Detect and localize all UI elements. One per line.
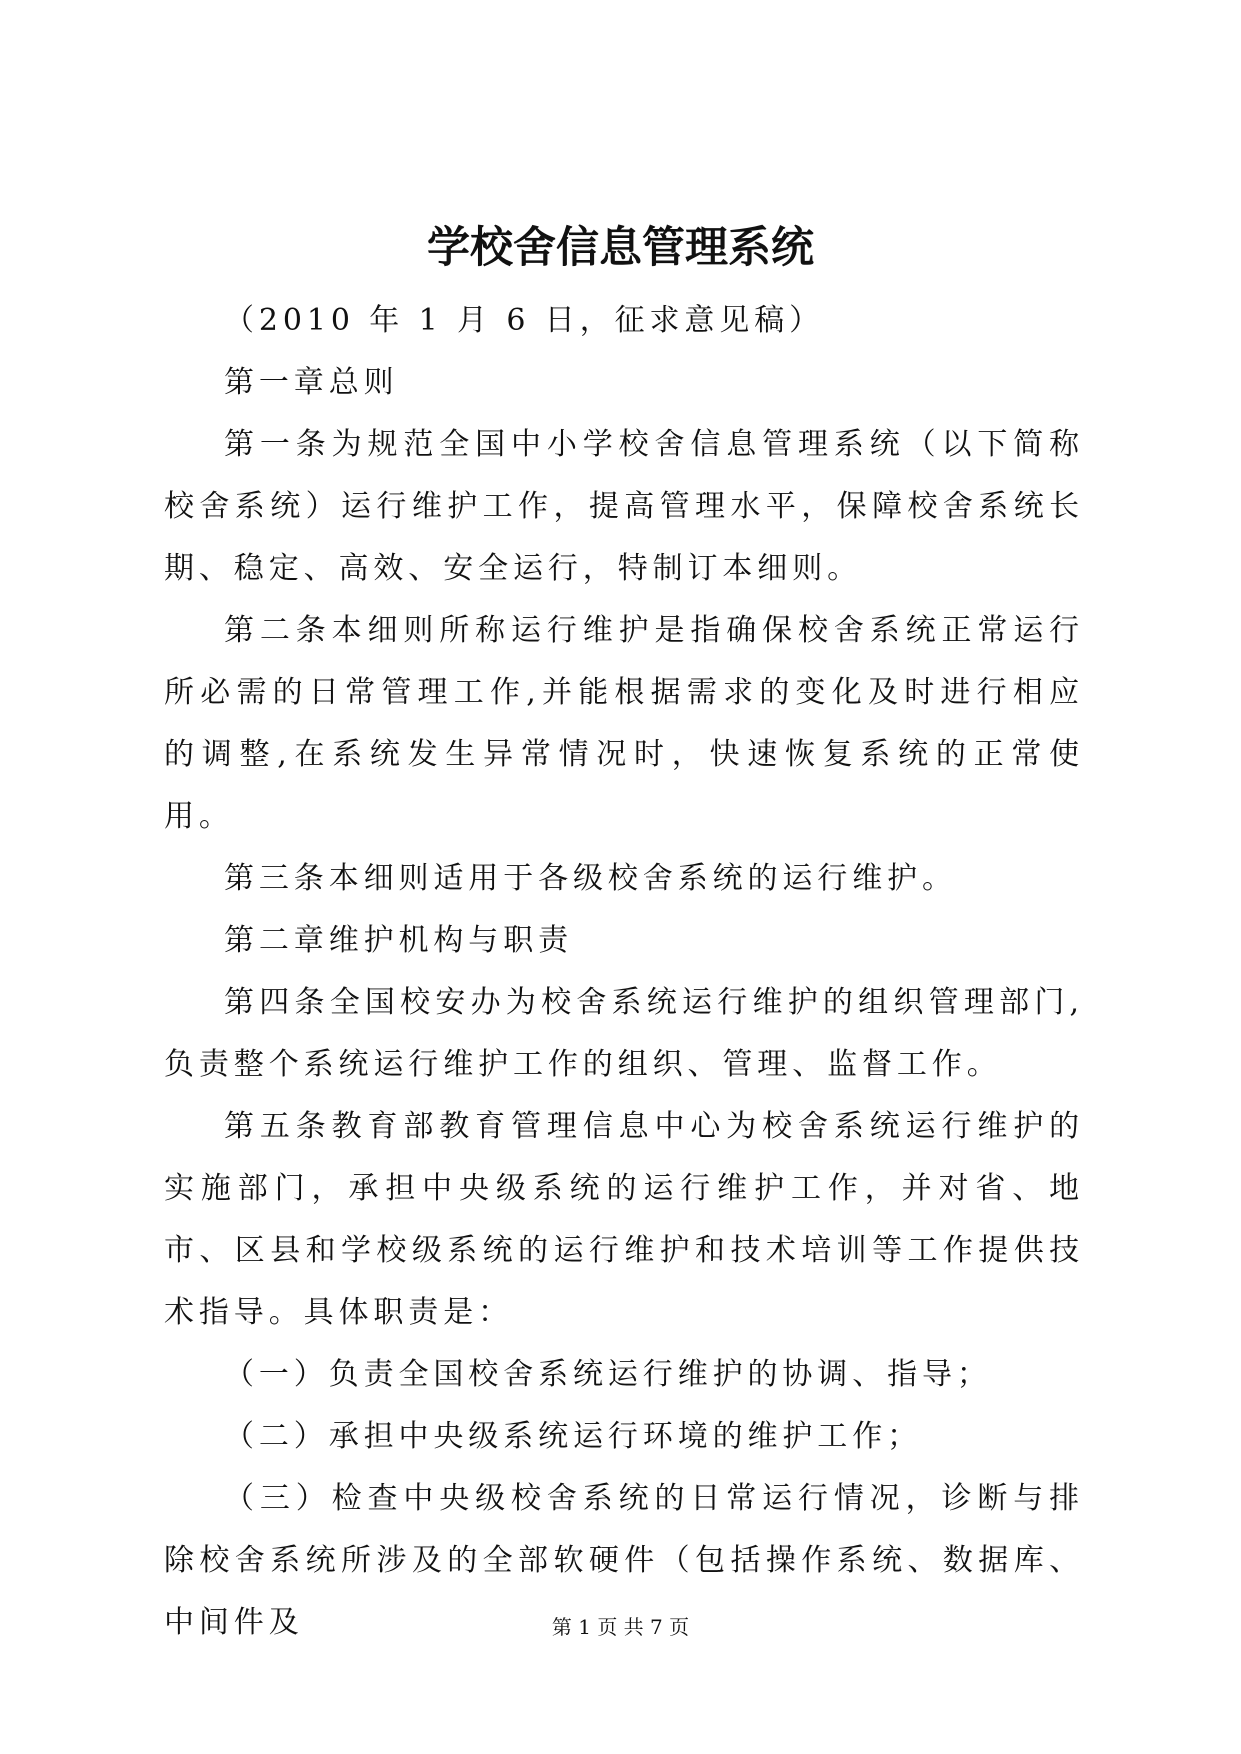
page-footer: 第 1 页 共 7 页 [551,1615,690,1639]
article-paragraph: 第一条为规范全国中小学校舍信息管理系统（以下简称校舍系统）运行维护工作，提高管理水平，保障校舍系统长期、稳定、高效、安全运行，特制订本细则。 [164,427,1084,586]
article-paragraph: 第二条本细则所称运行维护是指确保校舍系统正常运行所必需的日常管理工作,并能根据需求的变化及时进行相应的调整,在系统发生异常情况时，快速恢复系统的正常使用。 [164,613,1084,834]
chapter-heading: 第二章维护机构与职责 [224,923,573,958]
list-item: （一）负责全国校舍系统运行维护的协调、指导； [224,1357,992,1392]
chapter-heading: 第一章总则 [224,365,399,400]
list-item: （二）承担中央级系统运行环境的维护工作； [224,1419,922,1454]
document-date-note: （2010 年 1 月 6 日，征求意见稿） [224,303,825,338]
article-paragraph: 第五条教育部教育管理信息中心为校舍系统运行维护的实施部门，承担中央级系统的运行维护工作，并对省、地市、区县和学校级系统的运行维护和技术培训等工作提供技术指导。具体职责是： [164,1109,1084,1330]
article-paragraph: 第三条本细则适用于各级校舍系统的运行维护。 [224,861,957,896]
document-title: 学校舍信息管理系统 [427,223,814,273]
list-item: （三）检查中央级校舍系统的日常运行情况，诊断与排除校舍系统所涉及的全部软硬件（包括操作系统、数据库、中间件及 [164,1481,1084,1640]
article-paragraph: 第四条全国校安办为校舍系统运行维护的组织管理部门,负责整个系统运行维护工作的组织、管理、监督工作。 [164,985,1084,1082]
document-body [164,290,1084,1654]
